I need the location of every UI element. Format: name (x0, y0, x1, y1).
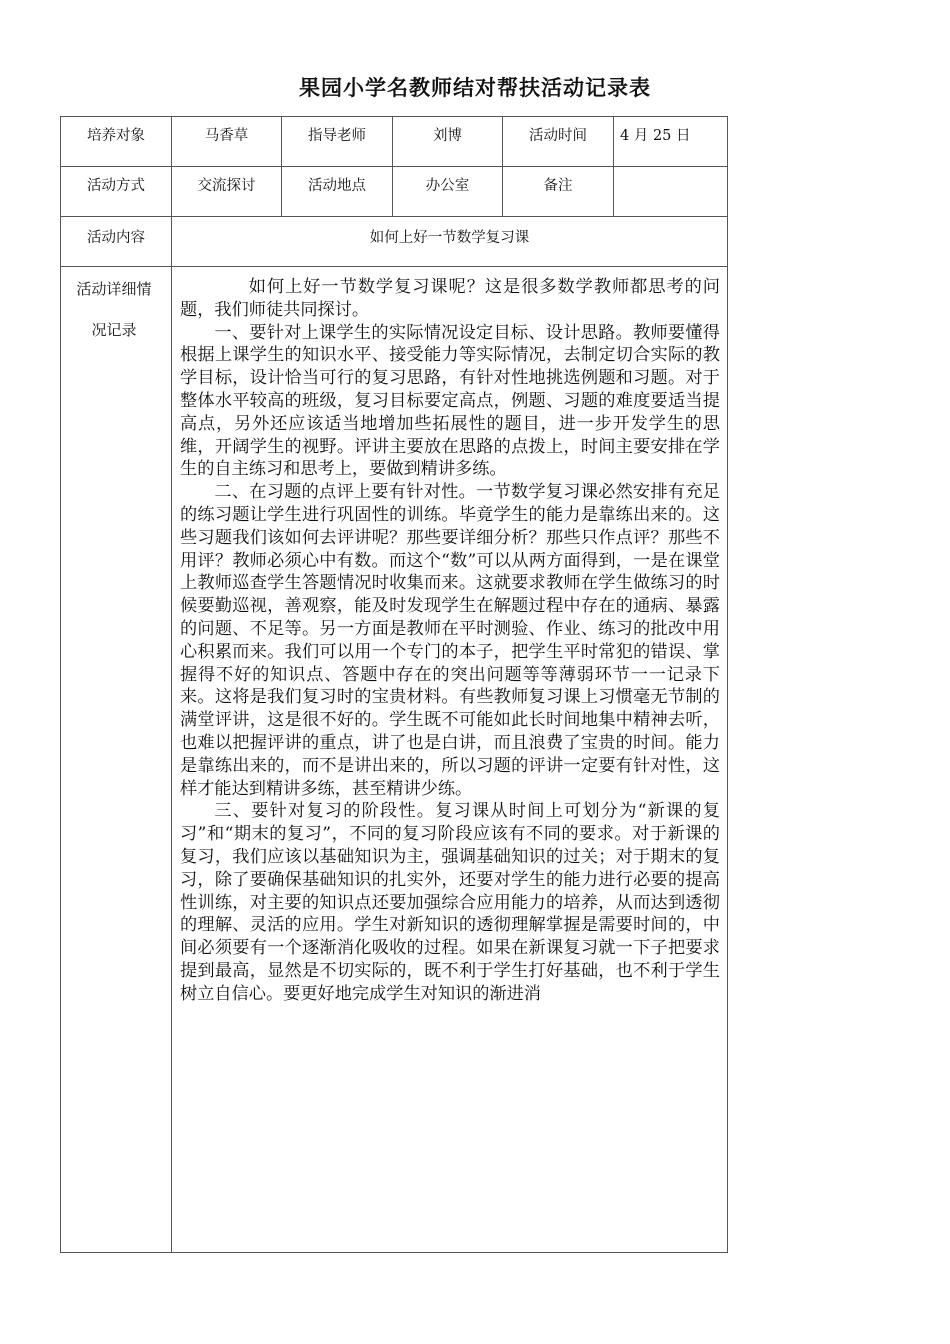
paragraph-point-2: 二、在习题的点评上要有针对性。一节数学复习课必然安排有充足的练习题让学生进行巩固性的训练。毕竟学生的能力是靠练出来的。这些习题我们该如何去评讲呢？那些要详细分析？那些只作点评？那些不用评？教师必须心中有数。而这个“数”可以从两方面得到，一是在课堂上教师巡查学生答题情况时收集而来。这就要求教师在学生做练习的时候要勤巡视，善观察，能及时发现学生在解题过程中存在的通病、暴露的问题、不足等。另一方面是教师在平时测验、作业、练习的批改中用心积累而来。我们可以用一个专门的本子，把学生平时常犯的错误、掌握得不好的知识点、答题中存在的突出问题等等薄弱环节一一记录下来。这将是我们复习时的宝贵材料。有些教师复习课上习惯毫无节制的满堂评讲，这是很不好的。学生既不可能如此长时间地集中精神去听，也难以把握评讲的重点，讲了也是白讲，而且浪费了宝贵的时间。能力是靠练出来的，而不是讲出来的，所以习题的评讲一定要有针对性，这样才能达到精讲多练，甚至精讲少练。 (180, 482, 720, 799)
detail-record-body (180, 276, 720, 1006)
value-mentor: 刘博 (433, 128, 462, 144)
value-content: 如何上好一节数学复习课 (369, 230, 530, 246)
table-border-right (727, 116, 728, 1253)
label-detail-record (64, 278, 164, 360)
value-place: 办公室 (425, 178, 470, 194)
label-detail-line2: 况记录 (91, 321, 137, 339)
value-method: 交流探讨 (197, 178, 256, 194)
value-target: 马香草 (204, 128, 249, 144)
row-divider (60, 266, 728, 267)
value-time: 4 月 25 日 (620, 128, 691, 144)
label-note: 备注 (543, 178, 573, 194)
column-divider (171, 116, 172, 1253)
label-place: 活动地点 (308, 178, 366, 194)
page-title: 果园小学名教师结对帮扶活动记录表 (299, 76, 651, 100)
label-target: 培养对象 (87, 128, 145, 144)
table-border-bottom (60, 1252, 728, 1253)
table-border-left (60, 116, 61, 1253)
column-divider (613, 116, 614, 216)
label-time: 活动时间 (529, 128, 587, 144)
label-mentor: 指导老师 (308, 128, 366, 144)
row-divider (60, 216, 728, 217)
row-divider (60, 166, 728, 167)
paragraph-intro: 如何上好一节数学复习课呢？这是很多数学教师都思考的问题，我们师徒共同探讨。 (180, 277, 720, 320)
paragraph-point-1: 一、要针对上课学生的实际情况设定目标、设计思路。教师要懂得根据上课学生的知识水平、接受能力等实际情况，去制定切合实际的教学目标，设计恰当可行的复习思路，有针对性地挑选例题和习题。对于整体水平较高的班级，复习目标要定高点，例题、习题的难度要适当提高点，另外还应该适当地增加些拓展性的题目，进一步开发学生的思维，开阔学生的视野。评讲主要放在思路的点拨上，时间主要安排在学生的自主练习和思考上，要做到精讲多练。 (180, 322, 720, 480)
table-border-top (60, 116, 728, 117)
paragraph-point-3: 三、要针对复习的阶段性。复习课从时间上可划分为“新课的复习”和“期末的复习”，不同的复习阶段应该有不同的要求。对于新课的复习，我们应该以基础知识为主，强调基础知识的过关；对于期末的复习，除了要确保基础知识的扎实外，还要对学生的能力进行必要的提高性训练，对主要的知识点还要加强综合应用能力的培养，从而达到透彻的理解、灵活的应用。学生对新知识的透彻理解掌握是需要时间的，中间必须要有一个逐渐消化吸收的过程。如果在新课复习就一下子把要求提到最高，显然是不切实际的，既不利于学生打好基础，也不利于学生树立自信心。要更好地完成学生对知识的渐进消 (180, 801, 720, 1004)
label-method: 活动方式 (87, 178, 145, 194)
label-detail-line1: 活动详细情 (76, 280, 152, 298)
label-content: 活动内容 (87, 230, 145, 246)
